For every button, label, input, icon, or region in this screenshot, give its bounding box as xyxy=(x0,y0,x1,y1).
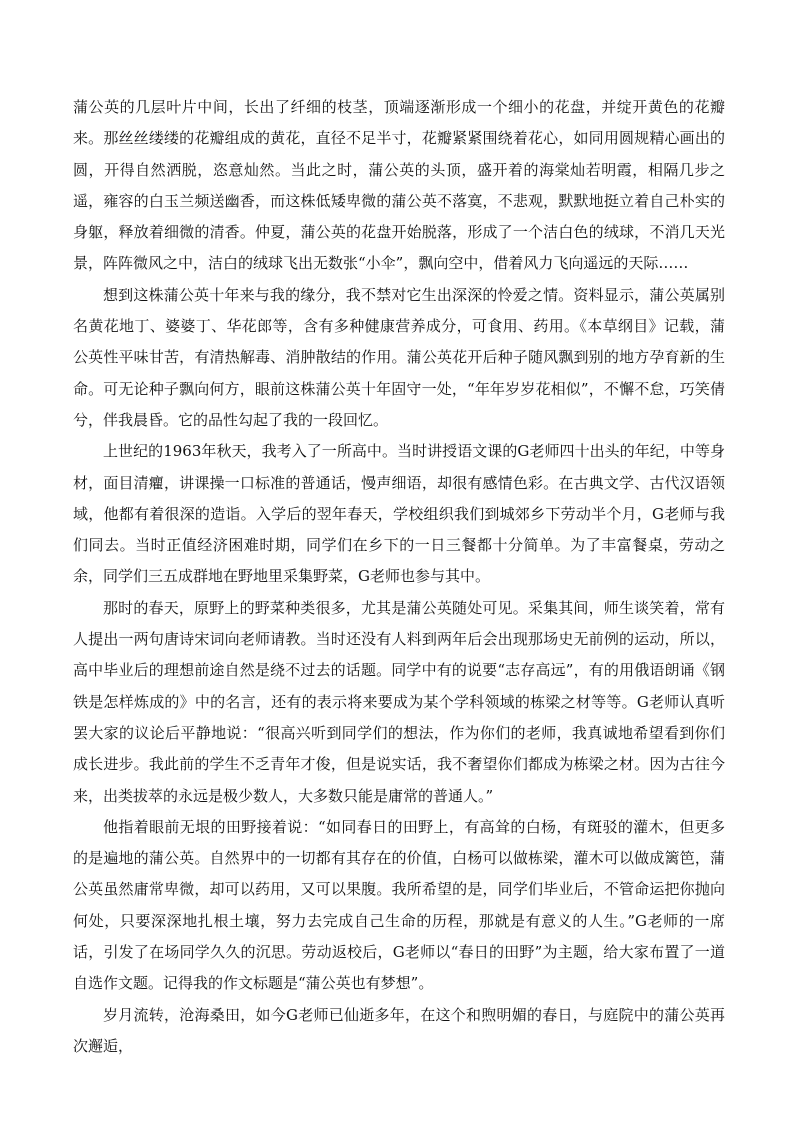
article-body xyxy=(73,92,725,1062)
paragraph-1: 蒲公英的几层叶片中间，长出了纤细的枝茎，顶端逐渐形成一个细小的花盘，并绽开黄色的花瓣来。那丝丝缕缕的花瓣组成的黄花，直径不足半寸，花瓣紧紧围绕着花心，如同用圆规精心画出的圆，开得自然洒脱，恣意灿然。当此之时，蒲公英的头顶，盛开着的海棠灿若明霞，相隔几步之遥，雍容的白玉兰频送幽香，而这株低矮卑微的蒲公英不落寞，不悲观，默默地挺立着自己朴实的身躯，释放着细微的清香。仲夏，蒲公英的花盘开始脱落，形成了一个洁白色的绒球，不消几天光景，阵阵微风之中，洁白的绒球飞出无数张“小伞”，飘向空中，借着风力飞向遥远的天际…… xyxy=(73,98,725,273)
paragraph-4: 那时的春天，原野上的野菜种类很多，尤其是蒲公英随处可见。采集其间，师生谈笑着，常有人提出一两句唐诗宋词向老师请教。当时还没有人料到两年后会出现那场史无前例的运动，所以，高中毕业后的理想前途自然是绕不过去的话题。同学中有的说要“志存高远”，有的用俄语朗诵《钢铁是怎样炼成的》中的名言，还有的表示将来要成为某个学科领域的栋梁之材等等。G老师认真听罢大家的议论后平静地说：“很高兴听到同学们的想法，作为你们的老师，我真诚地希望看到你们成长进步。我此前的学生不乏青年才俊，但是说实话，我不奢望你们都成为栋梁之材。因为古往今来，出类拔萃的永远是极少数人，大多数只能是庸常的普通人。” xyxy=(73,598,725,805)
paragraph-6: 岁月流转，沧海桑田，如今G老师已仙逝多年，在这个和煦明媚的春日，与庭院中的蒲公英再次邂逅， xyxy=(73,1005,725,1055)
paragraph-2: 想到这株蒲公英十年来与我的缘分，我不禁对它生出深深的怜爱之情。资料显示，蒲公英属别名黄花地丁、婆婆丁、华花郎等，含有多种健康营养成分，可食用、药用。《本草纲目》记载，蒲公英性平味甘苦，有清热解毒、消肿散结的作用。蒲公英花开后种子随风飘到别的地方孕育新的生命。可无论种子飘向何方，眼前这株蒲公英十年固守一处，“年年岁岁花相似”，不懈不怠，巧笑倩兮，伴我晨昏。它的品性勾起了我的一段回忆。 xyxy=(73,285,725,429)
paragraph-3: 上世纪的1963年秋天，我考入了一所高中。当时讲授语文课的G老师四十出头的年纪，中等身材，面目清癯，讲课操一口标准的普通话，慢声细语，却很有感情色彩。在古典文学、古代汉语领域，他都有着很深的造诣。入学后的翌年春天，学校组织我们到城郊乡下劳动半个月，G老师与我们同去。当时正值经济困难时期，同学们在乡下的一日三餐都十分简单。为了丰富餐桌，劳动之余，同学们三五成群地在野地里采集野菜，G老师也参与其中。 xyxy=(73,442,725,586)
paragraph-5: 他指着眼前无垠的田野接着说：“如同春日的田野上，有高耸的白杨，有斑驳的灌木，但更多的是遍地的蒲公英。自然界中的一切都有其存在的价值，白杨可以做栋梁，灌木可以做成篱笆，蒲公英虽然庸常卑微，却可以药用，又可以果腹。我所希望的是，同学们毕业后，不管命运把你抛向何处，只要深深地扎根土壤，努力去完成自己生命的历程，那就是有意义的人生。”G老师的一席话，引发了在场同学久久的沉思。劳动返校后，G老师以“春日的田野”为主题，给大家布置了一道自选作文题。记得我的作文标题是“蒲公英也有梦想”。 xyxy=(73,817,725,993)
